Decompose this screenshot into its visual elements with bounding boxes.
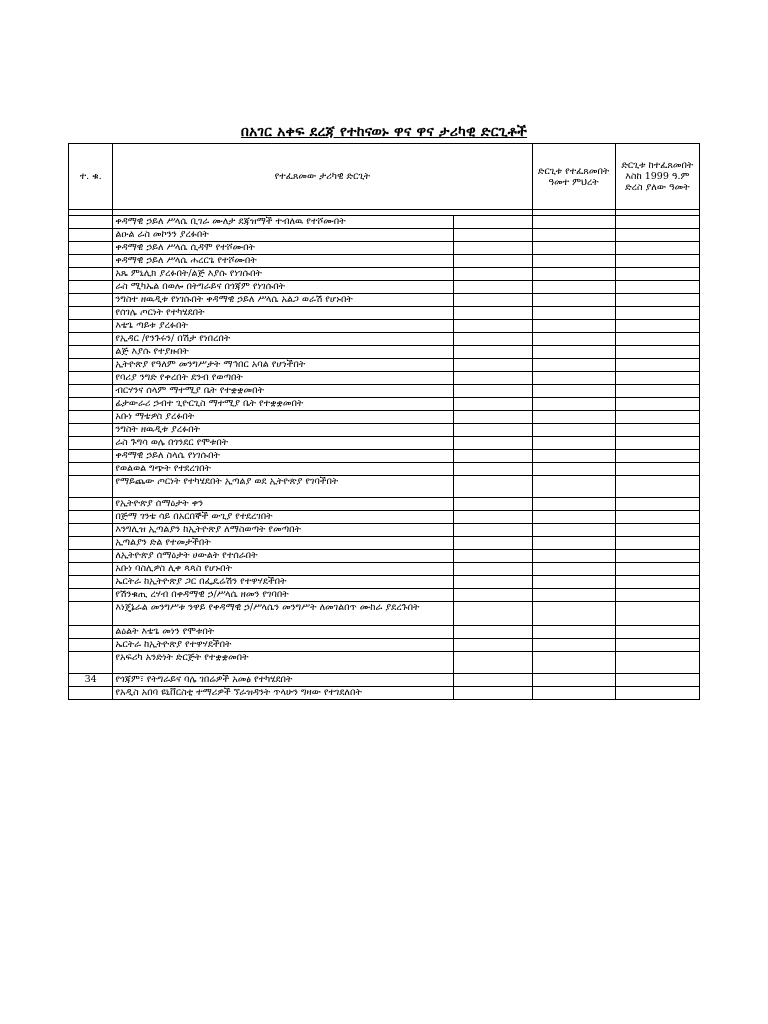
row-event: ቀዳማዊ ኃይለ ስላሴ የነገሱበት: [113, 450, 453, 463]
row-empty-cell: [453, 463, 532, 476]
header-event: የተፈጸመው ታሪካዊ ድርጊት: [113, 144, 532, 210]
row-number: [69, 652, 113, 674]
row-event: የአፍሪካ አንድነት ድርጅት የተቋቋመበት: [113, 652, 453, 674]
table-row: [69, 294, 700, 307]
row-empty-cell: [453, 537, 532, 550]
table-row: [69, 550, 700, 563]
table-row: [69, 602, 700, 626]
row-year-cell: [532, 626, 615, 639]
row-event: ለኢትዮጵያ ሰማዕታት ሀውልት የተሰራበት: [113, 550, 453, 563]
row-empty-cell: [453, 307, 532, 320]
row-empty-cell: [453, 216, 532, 229]
table-row: [69, 524, 700, 537]
table-row: [69, 411, 700, 424]
row-event: የሽንቁጢ ረሃብ በቀዳማዊ ኃ/ሥላሴ ዘመን የገባበት: [113, 589, 453, 602]
row-elapsed-cell: [615, 216, 699, 229]
row-year-cell: [532, 550, 615, 563]
row-year-cell: [532, 576, 615, 589]
row-empty-cell: [453, 589, 532, 602]
row-year-cell: [532, 411, 615, 424]
row-elapsed-cell: [615, 674, 699, 687]
row-elapsed-cell: [615, 255, 699, 268]
row-year-cell: [532, 537, 615, 550]
row-event: አጼ ምኒሊክ ያረፉበት/ልጅ እያሱ የነገሱበት: [113, 268, 453, 281]
row-year-cell: [532, 674, 615, 687]
row-elapsed-cell: [615, 563, 699, 576]
row-event: የባሪያ ንግድ የቀረበት ደንብ የወጣበት: [113, 372, 453, 385]
row-event: ኢትዮጵያ የዓለም መንግሥታት ማኅበር አባል የሆነችበት: [113, 359, 453, 372]
row-elapsed-cell: [615, 450, 699, 463]
row-year-cell: [532, 294, 615, 307]
row-year-cell: [532, 511, 615, 524]
row-year-cell: [532, 268, 615, 281]
row-number: [69, 511, 113, 524]
row-year-cell: [532, 652, 615, 674]
row-empty-cell: [453, 602, 532, 626]
row-event: የኢዳር /የንጉሩን/ በሽታ የነበረበት: [113, 333, 453, 346]
table-row: [69, 359, 700, 372]
row-empty-cell: [453, 372, 532, 385]
row-number: [69, 576, 113, 589]
row-empty-cell: [453, 550, 532, 563]
row-empty-cell: [453, 524, 532, 537]
row-number: [69, 424, 113, 437]
row-elapsed-cell: [615, 281, 699, 294]
row-elapsed-cell: [615, 626, 699, 639]
row-elapsed-cell: [615, 511, 699, 524]
row-number: [69, 550, 113, 563]
row-event: የአዲስ አበባ ዩኒቨርስቲ ተማሪዎች ኘራዝዳንት ጥላሁን ግዛው የተገደለበት: [113, 687, 453, 700]
header-year: ድርጊቱ የተፈጸመበት ዓመተ ምህረት: [532, 144, 615, 210]
page-title: በአገር አቀፍ ደረጃ የተከናወኑ ዋና ዋና ታሪካዊ ድርጊቶች: [240, 124, 528, 140]
row-year-cell: [532, 333, 615, 346]
row-year-cell: [532, 242, 615, 255]
row-elapsed-cell: [615, 346, 699, 359]
row-number: [69, 359, 113, 372]
row-elapsed-cell: [615, 359, 699, 372]
row-elapsed-cell: [615, 424, 699, 437]
row-elapsed-cell: [615, 229, 699, 242]
row-empty-cell: [453, 674, 532, 687]
row-year-cell: [532, 589, 615, 602]
row-event: የሰገሌ ጦርነት የተካሄደበት: [113, 307, 453, 320]
row-event: ብርሃንና ሰላም ማተሚያ ቤት የተቋቋመበት: [113, 385, 453, 398]
row-empty-cell: [453, 687, 532, 700]
table-row: [69, 498, 700, 511]
row-elapsed-cell: [615, 268, 699, 281]
row-number: [69, 255, 113, 268]
table-row: [69, 333, 700, 346]
table-row: [69, 320, 700, 333]
row-number: [69, 242, 113, 255]
row-elapsed-cell: [615, 398, 699, 411]
row-number: [69, 385, 113, 398]
table-row: [69, 372, 700, 385]
table-row: [69, 255, 700, 268]
row-empty-cell: [453, 576, 532, 589]
row-number: [69, 398, 113, 411]
row-year-cell: [532, 398, 615, 411]
row-empty-cell: [453, 398, 532, 411]
table-row: [69, 424, 700, 437]
row-year-cell: [532, 359, 615, 372]
row-year-cell: [532, 687, 615, 700]
table-row: [69, 229, 700, 242]
row-empty-cell: [453, 424, 532, 437]
row-elapsed-cell: [615, 524, 699, 537]
row-year-cell: [532, 307, 615, 320]
row-empty-cell: [453, 450, 532, 463]
row-number: [69, 463, 113, 476]
row-number: [69, 346, 113, 359]
table-row: [69, 463, 700, 476]
table-row: [69, 398, 700, 411]
row-elapsed-cell: [615, 307, 699, 320]
row-year-cell: [532, 437, 615, 450]
row-empty-cell: [453, 320, 532, 333]
row-empty-cell: [453, 333, 532, 346]
row-elapsed-cell: [615, 242, 699, 255]
row-event: እንግሊዝ ኢጣልያን ከኢትዮጵያ ለማስወጣት የመጣበት: [113, 524, 453, 537]
table-row: [69, 385, 700, 398]
row-number: [69, 602, 113, 626]
row-elapsed-cell: [615, 320, 699, 333]
row-event: ራስ ሚካኤል በወሎ በትግራይና በጎጃም የነገሱበት: [113, 281, 453, 294]
row-year-cell: [532, 463, 615, 476]
row-elapsed-cell: [615, 498, 699, 511]
row-number: 34: [69, 674, 113, 687]
table-row: [69, 450, 700, 463]
row-elapsed-cell: [615, 385, 699, 398]
table-row: [69, 589, 700, 602]
row-elapsed-cell: [615, 463, 699, 476]
row-year-cell: [532, 372, 615, 385]
row-empty-cell: [453, 255, 532, 268]
row-number: [69, 294, 113, 307]
row-empty-cell: [453, 626, 532, 639]
row-number: [69, 268, 113, 281]
row-empty-cell: [453, 281, 532, 294]
row-number: [69, 307, 113, 320]
row-elapsed-cell: [615, 602, 699, 626]
row-year-cell: [532, 385, 615, 398]
header-elapsed: ድርጊቱ ከተፈጸመበት እስከ 1999 ዓ.ም ድረስ ያለው ዓመት: [615, 144, 699, 210]
table-row: [69, 437, 700, 450]
row-year-cell: [532, 346, 615, 359]
row-empty-cell: [453, 498, 532, 511]
row-number: [69, 333, 113, 346]
row-event: በጅማ ገንቴ ሳይ በአርበኞች ውጊያ የተደረገበት: [113, 511, 453, 524]
row-year-cell: [532, 229, 615, 242]
row-number: [69, 589, 113, 602]
row-number: [69, 626, 113, 639]
row-number: [69, 687, 113, 700]
row-empty-cell: [453, 652, 532, 674]
row-empty-cell: [453, 229, 532, 242]
row-event: ራስ ጉግሳ ወሌ በጎንደር የሞቱበት: [113, 437, 453, 450]
row-number: [69, 476, 113, 498]
row-elapsed-cell: [615, 294, 699, 307]
table-row: [69, 242, 700, 255]
row-year-cell: [532, 476, 615, 498]
events-table: [68, 143, 700, 700]
row-year-cell: [532, 424, 615, 437]
row-elapsed-cell: [615, 589, 699, 602]
table-row: [69, 346, 700, 359]
row-empty-cell: [453, 294, 532, 307]
row-empty-cell: [453, 359, 532, 372]
row-number: [69, 498, 113, 511]
row-event: የኢትዮጵያ ሰማዕታት ቀን: [113, 498, 453, 511]
row-elapsed-cell: [615, 687, 699, 700]
row-event: የማይጨው ጦርነት የተካሄደበት ኢጣልያ ወደ ኢትዮጵያ የገባችበት: [113, 476, 453, 498]
row-event: አቡነ ባስሊዎስ ሊቀ ጳጳስ የሆኑበት: [113, 563, 453, 576]
row-empty-cell: [453, 385, 532, 398]
row-number: [69, 450, 113, 463]
row-number: [69, 537, 113, 550]
row-empty-cell: [453, 437, 532, 450]
row-year-cell: [532, 524, 615, 537]
table-row: [69, 537, 700, 550]
row-elapsed-cell: [615, 411, 699, 424]
row-year-cell: [532, 639, 615, 652]
row-year-cell: [532, 563, 615, 576]
row-event: ልዑል ራስ መኮንን ያረፉበት: [113, 229, 453, 242]
row-elapsed-cell: [615, 576, 699, 589]
row-year-cell: [532, 216, 615, 229]
row-number: [69, 437, 113, 450]
table-header-row: [69, 144, 700, 210]
row-number: [69, 563, 113, 576]
row-event: ልዕልት እቴጌ መነን የሞቱበት: [113, 626, 453, 639]
row-event: ቀዳማዊ ኃይለ ሥላሴ ሐረርጌ የተሾሙበት: [113, 255, 453, 268]
row-event: ልጅ እያሱ የተያዙበት: [113, 346, 453, 359]
row-number: [69, 372, 113, 385]
row-year-cell: [532, 320, 615, 333]
table-row: [69, 281, 700, 294]
row-event: ኤርትራ ከኢትዮጵያ ጋር በፌዴሬሽን የተዋሃደችበት: [113, 576, 453, 589]
row-event: ንግስተ ዘዉዲቱ የነገሱበት ቀዳማዊ ኃይለ ሥላሴ አልጋ ወራሽ የሆኑበት: [113, 294, 453, 307]
table-row: [69, 639, 700, 652]
table-row: [69, 268, 700, 281]
row-event: እነጄኔራል መንግሥቱ ንዋይ የቀዳማዊ ኃ/ሥላሴን መንግሥት ለመገልበጥ ሙከራ ያደረጉበት: [113, 602, 453, 626]
row-empty-cell: [453, 511, 532, 524]
row-elapsed-cell: [615, 333, 699, 346]
row-year-cell: [532, 281, 615, 294]
table-row: [69, 476, 700, 498]
row-year-cell: [532, 255, 615, 268]
row-elapsed-cell: [615, 537, 699, 550]
table-row: [69, 563, 700, 576]
row-number: [69, 320, 113, 333]
row-empty-cell: [453, 476, 532, 498]
table-row: [69, 626, 700, 639]
row-elapsed-cell: [615, 476, 699, 498]
row-number: [69, 216, 113, 229]
row-number: [69, 281, 113, 294]
row-empty-cell: [453, 563, 532, 576]
table-row: [69, 674, 700, 687]
row-year-cell: [532, 602, 615, 626]
row-elapsed-cell: [615, 652, 699, 674]
row-event: እቴጌ ጣይቱ ያረፉበት: [113, 320, 453, 333]
row-empty-cell: [453, 639, 532, 652]
row-empty-cell: [453, 346, 532, 359]
row-event: ቀዳማዊ ኃይለ ሥላሴ ቢገራ ሙለታ ደጃዝማች ተብለዉ የተሾሙበት: [113, 216, 453, 229]
row-empty-cell: [453, 242, 532, 255]
row-number: [69, 229, 113, 242]
row-empty-cell: [453, 411, 532, 424]
row-number: [69, 639, 113, 652]
header-no: ተ. ቁ.: [69, 144, 113, 210]
table-row: [69, 576, 700, 589]
row-number: [69, 411, 113, 424]
table-row: [69, 307, 700, 320]
row-event: ንግስት ዘዉዲቱ ያረፉበት: [113, 424, 453, 437]
row-elapsed-cell: [615, 372, 699, 385]
row-year-cell: [532, 498, 615, 511]
row-year-cell: [532, 450, 615, 463]
table-row: [69, 652, 700, 674]
table-row: [69, 511, 700, 524]
row-elapsed-cell: [615, 639, 699, 652]
row-elapsed-cell: [615, 550, 699, 563]
row-event: የጎጃም፣ የትግራይና ባሌ ገበሬዎች አመፅ የተካሄደበት: [113, 674, 453, 687]
table-body: [69, 216, 700, 700]
row-event: አቡነ ማቴዎስ ያረፉበት: [113, 411, 453, 424]
table-row: [69, 687, 700, 700]
row-empty-cell: [453, 268, 532, 281]
row-event: የወልወል ግጭት የተደረገበት: [113, 463, 453, 476]
row-elapsed-cell: [615, 437, 699, 450]
row-event: ፊታውራሪ ኃብተ ጊዮርጊስ ማተሚያ ቤት የተቋቋመበት: [113, 398, 453, 411]
table-row: [69, 216, 700, 229]
row-event: ኤርትራ ከኢትዮጵያ የተዋሃደችበት: [113, 639, 453, 652]
row-number: [69, 524, 113, 537]
row-event: ኢጣልያን ድል የተመታችበት: [113, 537, 453, 550]
row-event: ቀዳማዊ ኃይለ ሥላሴ ሲዳሞ የተሾሙበት: [113, 242, 453, 255]
